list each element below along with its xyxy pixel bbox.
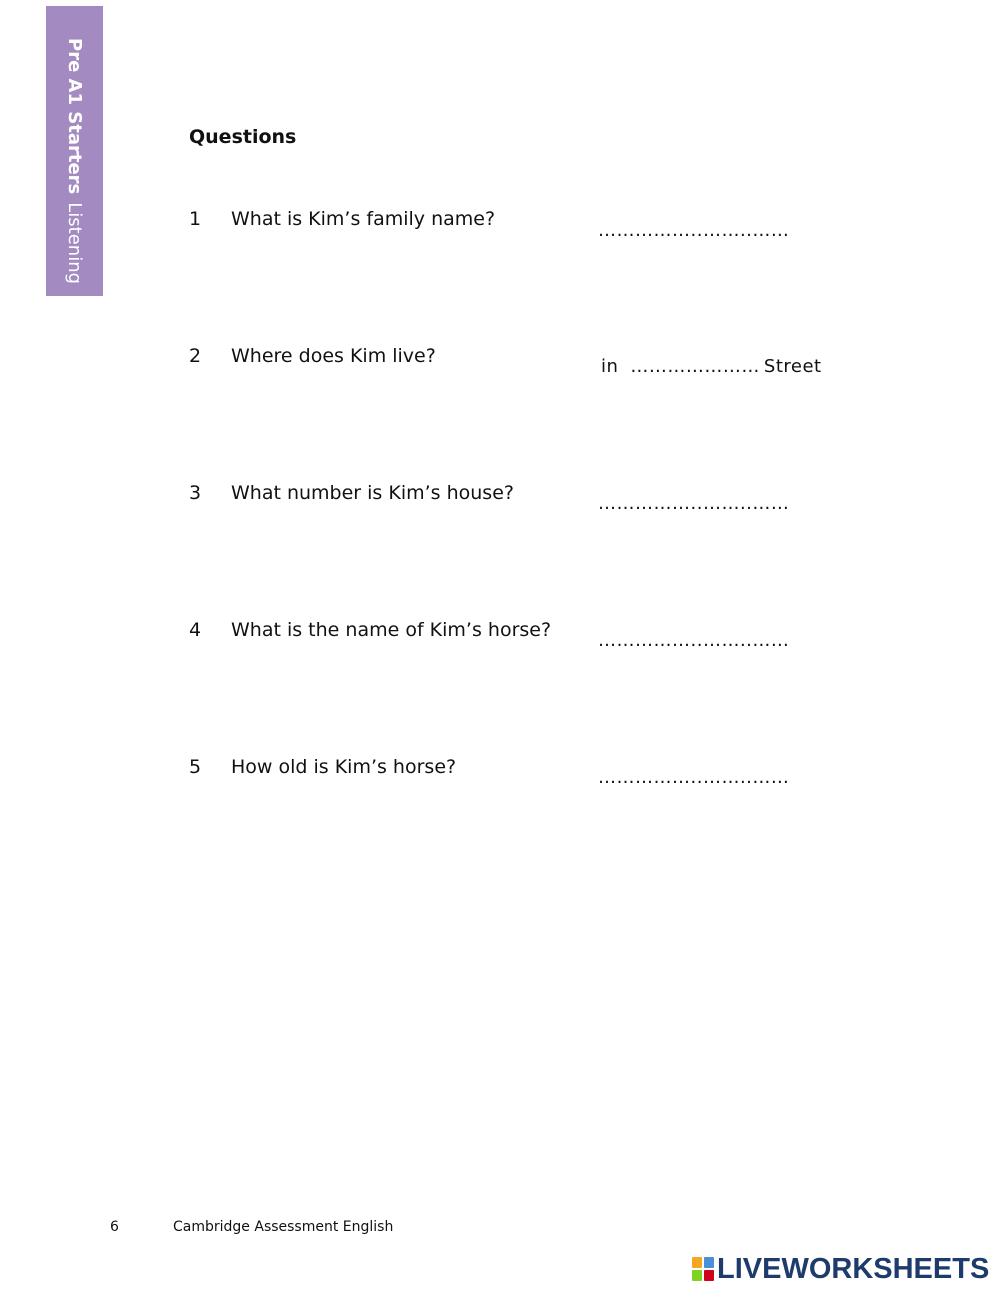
question-text: What is the name of Kim’s horse? [231,619,552,641]
question-number: 3 [189,482,202,504]
page-number: 6 [110,1219,119,1235]
logo-text: LIVEWORKSHEETS [717,1252,990,1285]
footer-organization: Cambridge Assessment English [173,1219,394,1235]
question-number: 5 [189,756,202,778]
skill-label: Listening [64,202,85,285]
logo-tile [692,1270,702,1281]
logo-tile [704,1257,714,1268]
answer-field-1[interactable]: ……………..……..…… [598,220,790,241]
page-heading: Questions [189,126,297,148]
question-text: What number is Kim’s house? [231,482,514,504]
question-text: How old is Kim’s horse? [231,756,457,778]
answer-prefix: in [601,356,619,377]
answer-suffix: Street [763,356,822,377]
answer-line-2 [601,356,822,377]
answer-field-3[interactable]: ……………..……..…… [598,493,790,514]
liveworksheets-logo[interactable] [692,1254,989,1284]
level-label: Pre A1 Starters [64,38,85,195]
section-tab [46,6,103,296]
logo-tile [692,1257,702,1268]
question-number: 2 [189,345,202,367]
question-text: Where does Kim live? [231,345,436,367]
answer-field-5[interactable]: ……………..……..…… [598,767,790,788]
answer-field-2[interactable]: ………………… [630,356,760,377]
logo-icon [692,1257,714,1281]
question-number: 1 [189,208,202,230]
question-text: What is Kim’s family name? [231,208,496,230]
question-number: 4 [189,619,202,641]
logo-tile [704,1270,714,1281]
answer-field-4[interactable]: ……………..……..…… [598,630,790,651]
section-tab-label [46,6,103,296]
